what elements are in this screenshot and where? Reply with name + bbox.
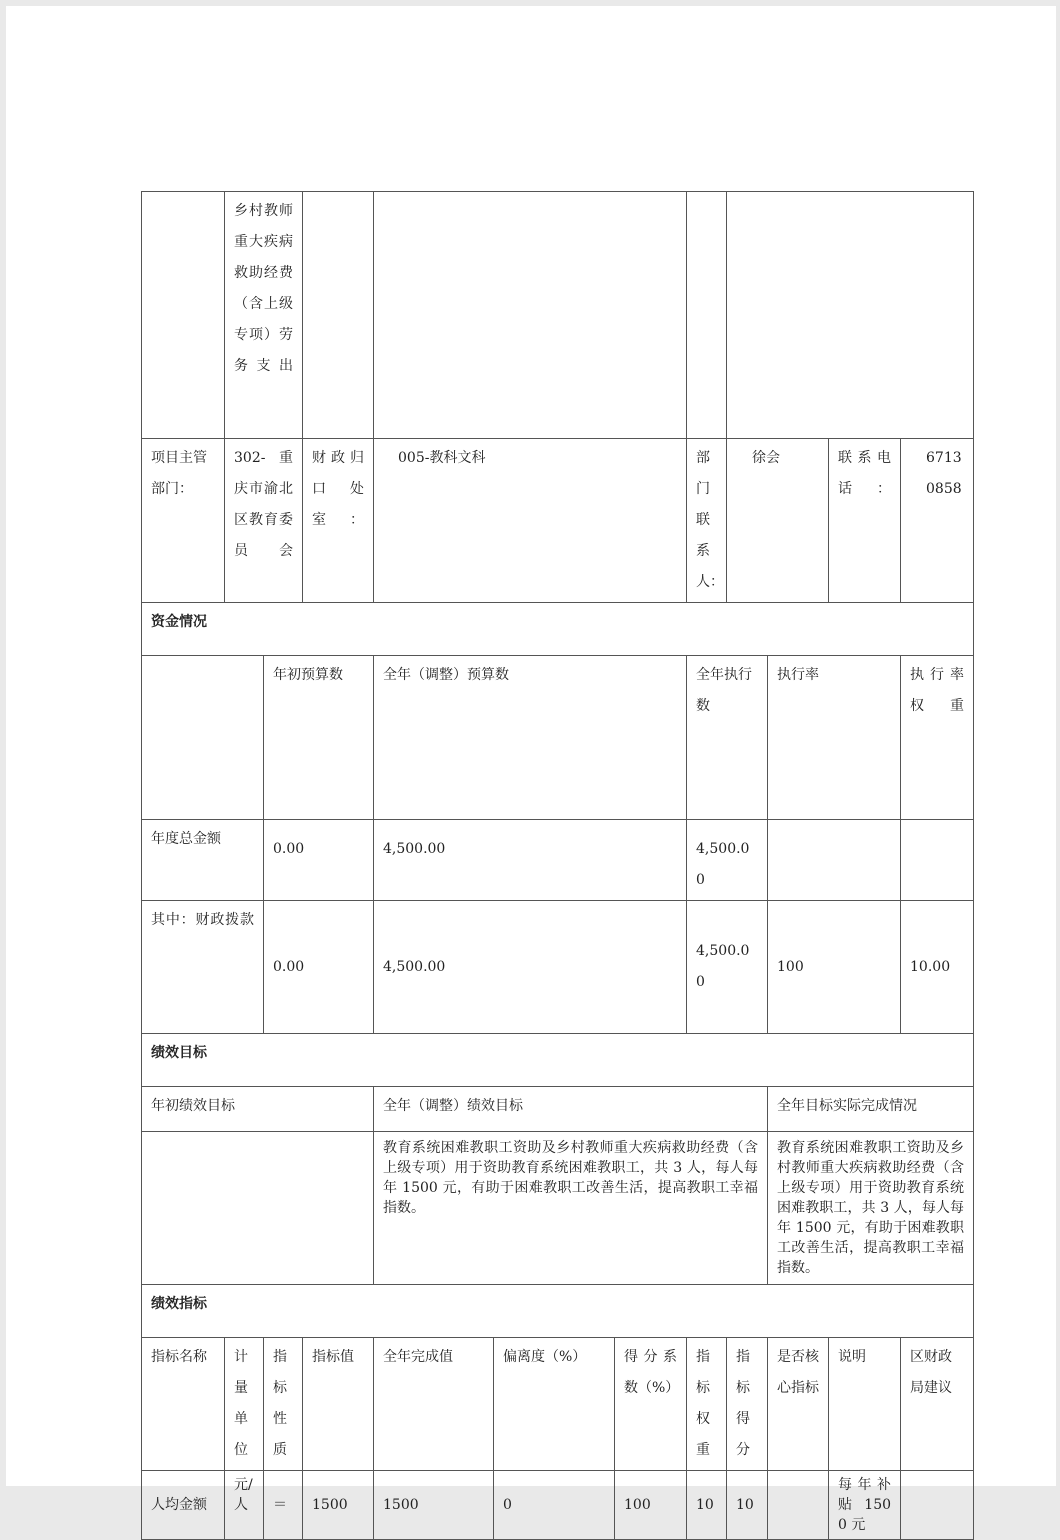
ind-coef: 100: [615, 1471, 687, 1540]
cell-empty: [142, 656, 264, 820]
office-value: 005-教科文科: [374, 439, 687, 603]
cell-empty: [727, 192, 974, 439]
ind-header-completed: 全年完成值: [374, 1338, 494, 1471]
funds-initial-value: 0.00: [264, 820, 374, 901]
goals-section-title: 绩效目标: [142, 1034, 974, 1087]
goals-header-actual: 全年目标实际完成情况: [768, 1087, 974, 1132]
ind-header-deviation: 偏离度（%）: [494, 1338, 615, 1471]
goals-header-initial: 年初绩效目标: [142, 1087, 374, 1132]
funds-header-weight: 执行率权重: [901, 656, 974, 820]
ind-completed: 1500: [374, 1471, 494, 1540]
ind-header-coef: 得分系数（%）: [615, 1338, 687, 1471]
contact-value: 徐会: [727, 439, 829, 603]
funds-executed-value: 4,500.00: [687, 820, 768, 901]
ind-nature: ＝: [264, 1471, 303, 1540]
goals-initial-text: [142, 1132, 374, 1285]
funds-section-row: [142, 603, 974, 656]
ind-header-weight: 指标权重: [687, 1338, 727, 1471]
goals-header-adjusted: 全年（调整）绩效目标: [374, 1087, 768, 1132]
ind-header-nature: 指标性质: [264, 1338, 303, 1471]
funds-rate-value: [768, 820, 901, 901]
dept-label: 项目主管部门：: [142, 439, 225, 603]
goals-actual-text: 教育系统困难教职工资助及乡村教师重大疾病救助经费（含上级专项）用于资助教育系统困难教职工，共 3 人，每人每年 1500 元，有助于困难教职工改善生活，提高教职工幸福指数。: [768, 1132, 974, 1285]
indicators-section-title: 绩效指标: [142, 1285, 974, 1338]
indicators-header-row: [142, 1338, 974, 1471]
ind-header-unit: 计量单位: [225, 1338, 264, 1471]
funds-header-executed: 全年执行数: [687, 656, 768, 820]
funds-weight-value: [901, 820, 974, 901]
department-row: [142, 439, 974, 603]
ind-note: 每年补贴 1500 元: [829, 1471, 901, 1540]
goals-header-row: [142, 1087, 974, 1132]
funds-header-initial: 年初预算数: [264, 656, 374, 820]
cell-empty: [687, 192, 727, 439]
ind-score: 10: [727, 1471, 768, 1540]
funds-adjusted-value: 4,500.00: [374, 820, 687, 901]
ind-weight: 10: [687, 1471, 727, 1540]
funds-header-row: [142, 656, 974, 820]
goals-content-row: [142, 1132, 974, 1285]
funds-rate-value: 100: [768, 901, 901, 1034]
funds-row-total: [142, 820, 974, 901]
funds-weight-value: 10.00: [901, 901, 974, 1034]
ind-header-core: 是否核心指标: [768, 1338, 829, 1471]
goals-section-row: [142, 1034, 974, 1087]
cell-empty: [303, 192, 374, 439]
funds-header-rate: 执行率: [768, 656, 901, 820]
funds-row-fiscal: [142, 901, 974, 1034]
ind-core: [768, 1471, 829, 1540]
funds-section-title: 资金情况: [142, 603, 974, 656]
ind-advice: [901, 1471, 974, 1540]
goals-adjusted-text: 教育系统困难教职工资助及乡村教师重大疾病救助经费（含上级专项）用于资助教育系统困难教职工，共 3 人，每人每年 1500 元，有助于困难教职工改善生活，提高教职工幸福指数。: [374, 1132, 768, 1285]
ind-name: 人均金额: [142, 1471, 225, 1540]
dept-value: 302-重庆市渝北区教育委员会: [225, 439, 303, 603]
project-name-value: 乡村教师重大疾病救助经费（含上级专项）劳务支出: [225, 192, 303, 439]
cell-empty: [374, 192, 687, 439]
performance-table: [141, 191, 974, 1540]
office-label: 财政归口处室：: [303, 439, 374, 603]
project-name-row: [142, 192, 974, 439]
ind-header-advice: 区财政局建议: [901, 1338, 974, 1471]
contact-label: 部门联系人：: [687, 439, 727, 603]
funds-executed-value: 4,500.00: [687, 901, 768, 1034]
cell-empty: [142, 192, 225, 439]
ind-header-note: 说明: [829, 1338, 901, 1471]
phone-label: 联系电话：: [829, 439, 901, 603]
funds-header-adjusted: 全年（调整）预算数: [374, 656, 687, 820]
indicator-row: [142, 1471, 974, 1540]
ind-header-target: 指标值: [303, 1338, 374, 1471]
ind-deviation: 0: [494, 1471, 615, 1540]
indicators-section-row: [142, 1285, 974, 1338]
funds-row-label: 其中：财政拨款: [142, 901, 264, 1034]
phone-value: 67130858: [901, 439, 974, 603]
funds-initial-value: 0.00: [264, 901, 374, 1034]
ind-header-name: 指标名称: [142, 1338, 225, 1471]
ind-unit: 元/人: [225, 1471, 264, 1540]
ind-target: 1500: [303, 1471, 374, 1540]
funds-row-label: 年度总金额: [142, 820, 264, 901]
ind-header-score: 指标得分: [727, 1338, 768, 1471]
funds-adjusted-value: 4,500.00: [374, 901, 687, 1034]
